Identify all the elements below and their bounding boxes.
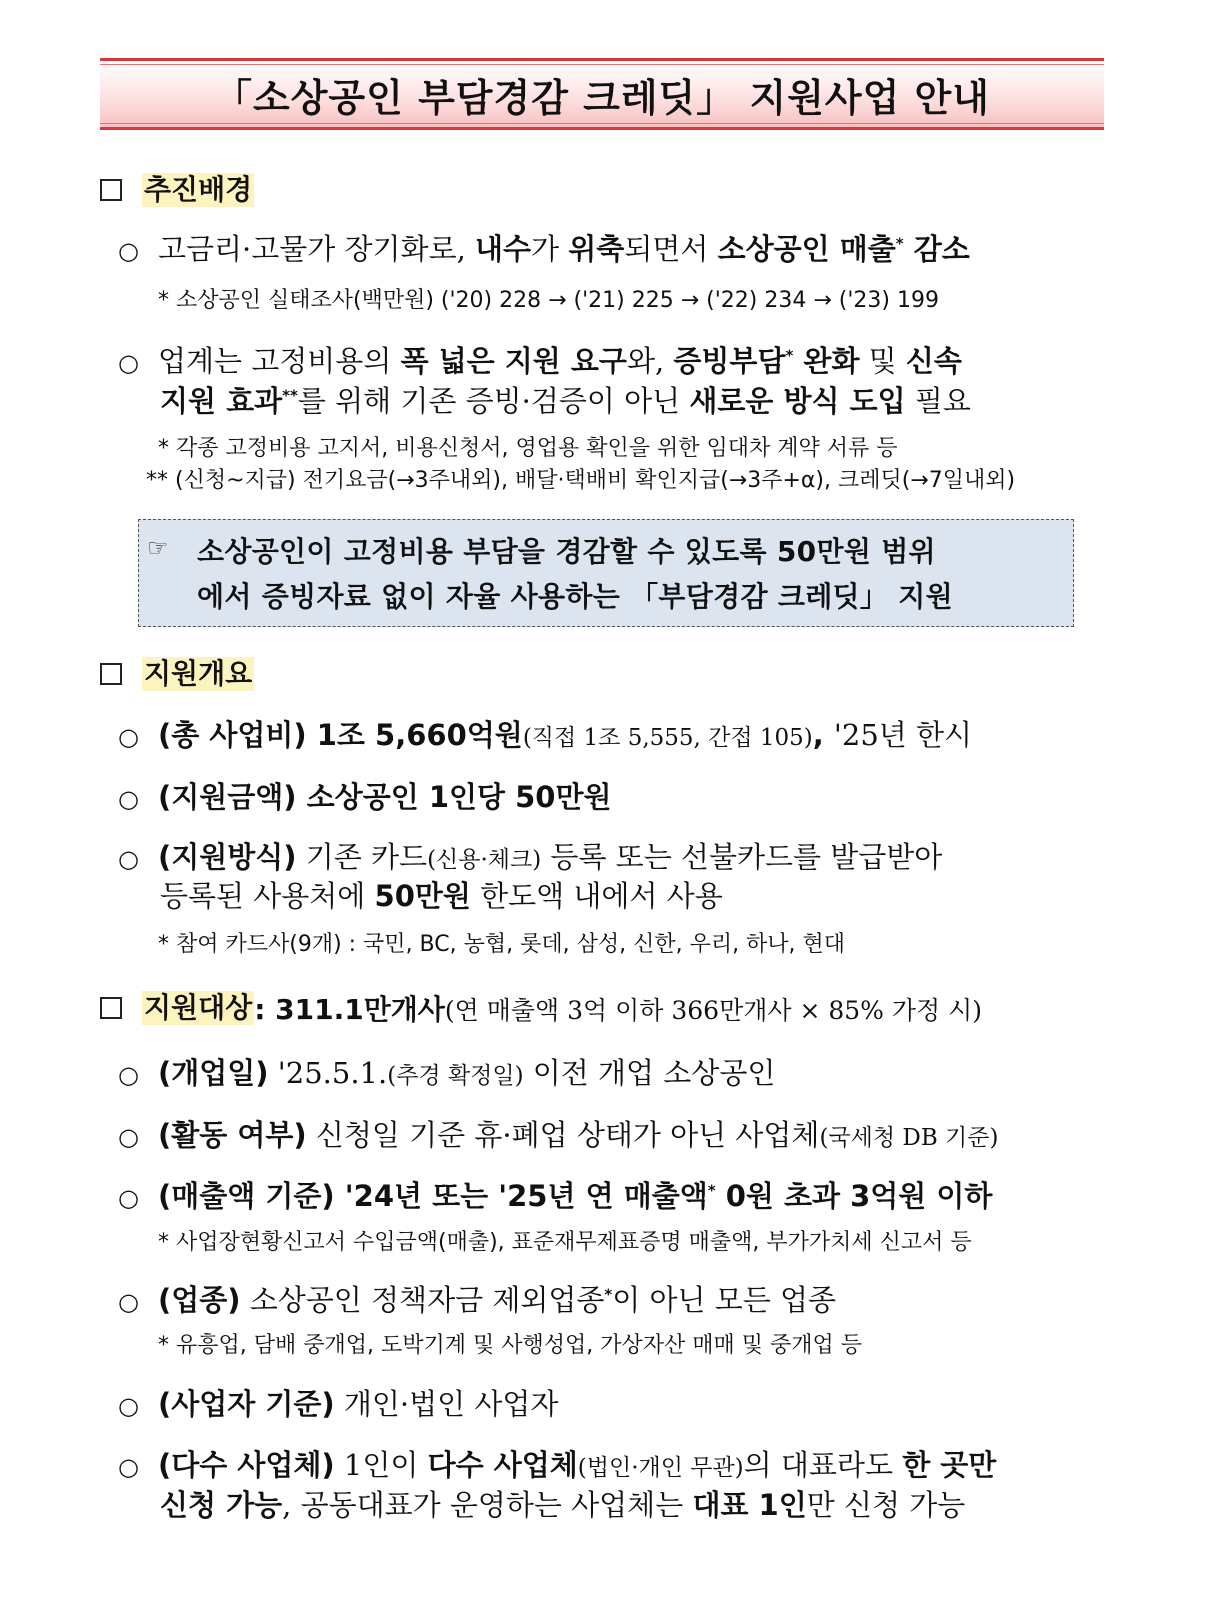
bullet-icon: ○ (118, 1288, 139, 1316)
title-banner (100, 58, 1104, 130)
checkbox-icon (100, 663, 122, 685)
checkbox-icon (100, 997, 122, 1019)
bullet-item: ○ (활동 여부) 신청일 기준 휴·폐업 상태가 아닌 사업체(국세청 DB 기준) (118, 1116, 998, 1157)
footnote: * 유흥업, 담배 중개업, 도박기계 및 사행성업, 가상자산 매매 및 중개업 등 (158, 1333, 862, 1358)
footnote: * 참여 카드사(9개) : 국민, BC, 농협, 롯데, 삼성, 신한, 우리, 하나, 현대 (158, 932, 846, 957)
section-header-background (100, 172, 254, 208)
section-title: 지원개요 (144, 657, 253, 690)
page-title: 「소상공인 부담경감 크레딧」 지원사업 안내 (214, 75, 990, 120)
bullet-icon: ○ (118, 349, 139, 377)
pointing-hand-icon: ☞ (147, 534, 169, 562)
bullet-icon: ○ (118, 785, 139, 813)
bullet-icon: ○ (118, 237, 139, 265)
section-title: 추진배경 (144, 173, 253, 206)
bullet-item: ○ (개업일) '25.5.1.(추경 확정일) 이전 개업 소상공인 (118, 1054, 775, 1095)
bullet-icon: ○ (118, 845, 139, 873)
bullet-continuation: 등록된 사용처에 50만원 한도액 내에서 사용 (160, 879, 723, 913)
footnote: * 사업장현황신고서 수입금액(매출), 표준재무제표증명 매출액, 부가가치세 신고서 등 (158, 1230, 972, 1255)
checkbox-icon (100, 179, 122, 201)
bullet-item: ○ 업계는 고정비용의 폭 넓은 지원 요구와, 증빙부담* 완화 및 신속 (118, 342, 962, 382)
footnote: * 소상공인 실태조사(백만원) ('20) 228 → ('21) 225 → ('22) 234 → ('23) 199 (158, 288, 939, 313)
bullet-item: ○ (지원금액) 소상공인 1인당 50만원 (118, 778, 612, 818)
footnote: ** (신청~지급) 전기요금(→3주내외), 배달·택배비 확인지급(→3주+α), 크레딧(→7일내외) (146, 468, 1016, 493)
bullet-icon: ○ (118, 1184, 139, 1212)
bullet-item: ○ (업종) 소상공인 정책자금 제외업종*이 아닌 모든 업종 (118, 1281, 836, 1321)
bullet-icon: ○ (118, 723, 139, 751)
bullet-item: ○ (다수 사업체) 1인이 다수 사업체(법인·개인 무관)의 대표라도 한 곳만 (118, 1446, 996, 1487)
bullet-item: ○ (지원방식) 기존 카드(신용·체크) 등록 또는 선불카드를 발급받아 (118, 838, 942, 879)
section-header-overview (100, 656, 254, 692)
bullet-icon: ○ (118, 1123, 139, 1151)
section-header-target: 지원대상 : 311.1만개사(연 매출액 3억 이하 366만개사 × 85% 가정 시) (100, 990, 982, 1026)
bullet-continuation: 지원 효과**를 위해 기존 증빙·검증이 아닌 새로운 방식 도입 필요 (160, 384, 971, 418)
bullet-item: ○ (총 사업비) 1조 5,660억원(직접 1조 5,555, 간접 105), '25년 한시 (118, 716, 972, 757)
section-title: 지원대상 (144, 991, 253, 1024)
bullet-icon: ○ (118, 1061, 139, 1089)
footnote: * 각종 고정비용 고지서, 비용신청서, 영업용 확인을 위한 임대차 계약 서류 등 (158, 436, 898, 461)
callout-line-1: 소상공인이 고정비용 부담을 경감할 수 있도록 50만원 범위 (197, 535, 936, 568)
summary-callout (138, 519, 1074, 627)
bullet-continuation: 신청 가능, 공동대표가 운영하는 사업체는 대표 1인만 신청 가능 (160, 1488, 966, 1522)
bullet-item: ○ (매출액 기준) '24년 또는 '25년 연 매출액* 0원 초과 3억원 이하 (118, 1177, 992, 1217)
bullet-icon: ○ (118, 1453, 139, 1481)
bullet-icon: ○ (118, 1392, 139, 1420)
callout-line-2: 에서 증빙자료 없이 자율 사용하는 「부담경감 크레딧」 지원 (197, 580, 953, 613)
bullet-item: ○ (사업자 기준) 개인·법인 사업자 (118, 1385, 558, 1425)
bullet-item: ○ 고금리·고물가 장기화로, 내수가 위축되면서 소상공인 매출* 감소 (118, 230, 970, 270)
